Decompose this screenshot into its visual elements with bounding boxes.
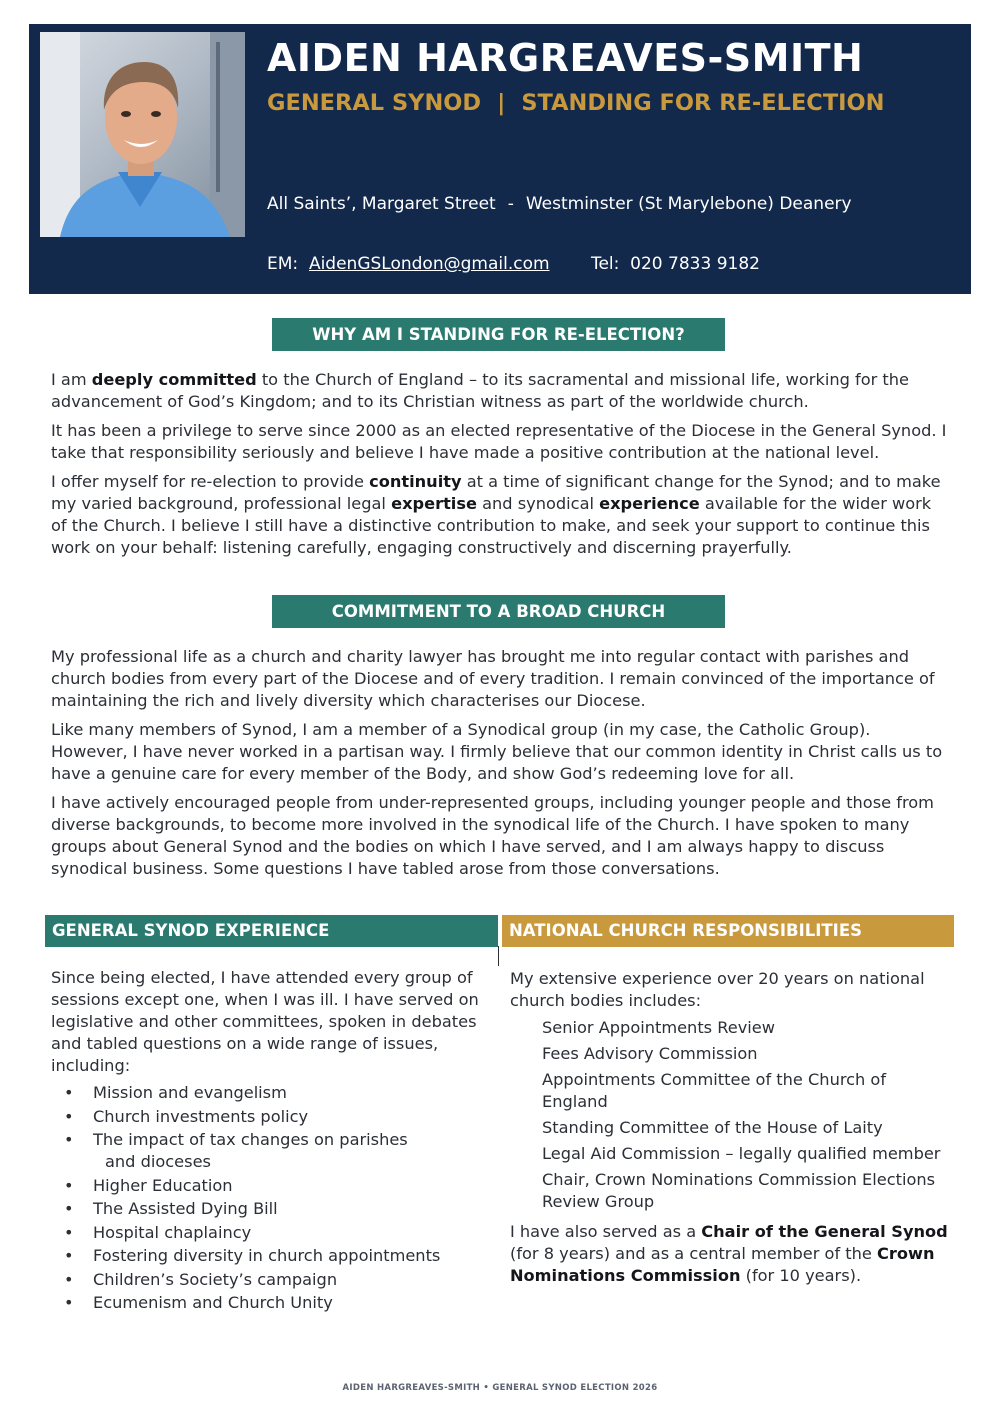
list-item-text: Children’s Society’s campaign	[93, 1269, 338, 1289]
text-run: and synodical	[476, 494, 600, 513]
list-item-text: Hospital chaplaincy	[93, 1222, 252, 1242]
text-run: I offer myself for re-election to provide	[51, 472, 370, 491]
emphasis-text: experience	[599, 494, 700, 513]
responsibilities-closing	[510, 1221, 950, 1287]
bullet-icon: •	[64, 1222, 74, 1242]
experience-intro: Since being elected, I have attended every group of sessions except one, when I was ill. I have served on legislative and other committees, spoken in debates and tabled questions on a wide range of issues, including:	[51, 968, 479, 1075]
bullet-icon: •	[64, 1269, 74, 1289]
deanery-name: Westminster (St Marylebone) Deanery	[525, 194, 852, 214]
roles-list	[510, 1017, 950, 1213]
role-item: Chair, Crown Nominations Commission Elections Review Group	[542, 1170, 936, 1211]
heading-national-responsibilities: NATIONAL CHURCH RESPONSIBILITIES	[502, 915, 954, 947]
section-heading-why-standing: WHY AM I STANDING FOR RE-ELECTION?	[272, 318, 725, 351]
role-item: Fees Advisory Commission	[542, 1044, 758, 1063]
list-item-text: Mission and evangelism	[93, 1083, 287, 1102]
emphasis-text: continuity	[369, 472, 462, 491]
paragraph: Like many members of Synod, I am a member of a Synodical group (in my case, the Catholic Group). However, I have never worked in a partisan way. I firmly believe that our common identity in Christ calls us to have a genuine care for every member of the Body, and show God’s redeeming love for all.	[51, 720, 943, 783]
list-item-text: The Assisted Dying Bill	[93, 1199, 278, 1218]
parish-name: All Saints’, Margaret Street	[267, 194, 496, 214]
heading-synod-experience: GENERAL SYNOD EXPERIENCE	[45, 915, 498, 947]
tel-label: Tel:	[590, 254, 620, 274]
text-run: I have also served as a	[510, 1222, 702, 1241]
list-item-text: Fostering diversity in church appointments	[93, 1246, 441, 1265]
list-item	[51, 1175, 496, 1197]
list-item-text-continued: and dioceses	[105, 1152, 211, 1171]
bullet-icon: •	[64, 1130, 74, 1149]
tel-number: 020 7833 9182	[630, 254, 760, 274]
list-item-text: Church investments policy	[93, 1106, 309, 1126]
list-item-text: The impact of tax changes on parishes	[93, 1130, 408, 1149]
page-footer: AIDEN HARGREAVES-SMITH • GENERAL SYNOD ELECTION 2026	[342, 1383, 658, 1393]
subtitle-synod: GENERAL SYNOD	[267, 90, 482, 116]
candidate-name: AIDEN HARGREAVES-SMITH	[267, 36, 864, 80]
list-item	[51, 1292, 496, 1314]
role-item: Legal Aid Commission – legally qualified member	[542, 1144, 941, 1163]
paragraph	[51, 471, 951, 559]
emphasis-text: Crown Nominations Commission	[510, 1244, 935, 1285]
parish-line	[267, 194, 852, 214]
experience-list	[51, 1082, 496, 1314]
text-run: I am	[51, 370, 92, 389]
parish-separator: -	[507, 194, 514, 214]
responsibilities-intro: My extensive experience over 20 years on national church bodies includes:	[510, 969, 925, 1010]
national-responsibilities-column	[510, 968, 950, 1287]
bullet-icon: •	[64, 1083, 74, 1102]
contact-line	[267, 254, 760, 274]
paragraph: It has been a privilege to serve since 2000 as an elected representative of the Diocese in the General Synod. I take that responsibility seriously and believe I have made a positive contribution at the national level.	[51, 421, 947, 462]
text-run: available for the wider work of the Church. I believe I still have a distinctive contribution to make, and seek your support to continue this work on your behalf: listening carefully, engaging constructively and discerning prayerfully.	[51, 494, 932, 557]
emphasis-text: expertise	[391, 494, 477, 513]
text-run: (for 10 years).	[740, 1266, 862, 1285]
list-item	[51, 1129, 496, 1173]
header-banner	[29, 24, 971, 294]
list-item	[51, 1245, 496, 1267]
text-run: to the Church of England – to its sacramental and missional life, working for the advancement of God’s Kingdom; and to its Christian witness as part of the worldwide church.	[51, 370, 909, 411]
column-divider	[498, 946, 499, 966]
section-heading-broad-church: COMMITMENT TO A BROAD CHURCH	[272, 595, 725, 628]
list-item-text: Higher Education	[93, 1175, 233, 1195]
bullet-icon: •	[64, 1175, 74, 1195]
text-run: (for 8 years) and as a central member of the	[510, 1244, 878, 1263]
portrait-photo	[40, 32, 245, 237]
synod-experience-column	[51, 967, 496, 1316]
emphasis-text: Chair of the General Synod	[701, 1222, 948, 1241]
role-item: Appointments Committee of the Church of England	[542, 1070, 887, 1111]
bullet-icon: •	[64, 1106, 74, 1126]
portrait-illustration	[40, 32, 245, 237]
paragraph: My professional life as a church and charity lawyer has brought me into regular contact with parishes and church bodies from every part of the Diocese and of every tradition. I remain convinced of the importance of maintaining the rich and lively diversity which characterises our Diocese.	[51, 647, 935, 710]
role-item: Standing Committee of the House of Laity	[542, 1118, 883, 1137]
email-label: EM:	[267, 254, 299, 274]
bullet-icon: •	[64, 1246, 74, 1265]
paragraph: I have actively encouraged people from under-represented groups, including younger people and those from diverse backgrounds, to become more involved in the synodical life of the Church. I have spoken to many groups about General Synod and the bodies on which I have served, and I am always happy to discuss synodical business. Some questions I have tabled arose from those conversations.	[51, 793, 934, 878]
list-item	[51, 1222, 496, 1244]
bullet-icon: •	[64, 1199, 74, 1218]
bullet-icon: •	[64, 1293, 74, 1312]
list-item	[51, 1198, 496, 1220]
list-item	[51, 1082, 496, 1104]
list-item	[51, 1269, 496, 1291]
role-item: Senior Appointments Review	[542, 1018, 775, 1037]
list-item-text: Ecumenism and Church Unity	[93, 1293, 333, 1312]
subtitle-standing: STANDING FOR RE-ELECTION	[521, 90, 885, 116]
emphasis-text: deeply committed	[91, 370, 257, 389]
section-why-standing-body	[51, 369, 951, 566]
paragraph	[51, 369, 951, 413]
candidate-subtitle	[267, 90, 885, 116]
subtitle-separator: |	[497, 90, 506, 116]
section-broad-church-body	[51, 646, 951, 887]
list-item	[51, 1106, 496, 1128]
text-run: at a time of significant change for the Synod; and to make my varied background, professional legal	[51, 472, 941, 513]
email-link[interactable]: AidenGSLondon@gmail.com	[308, 254, 550, 274]
